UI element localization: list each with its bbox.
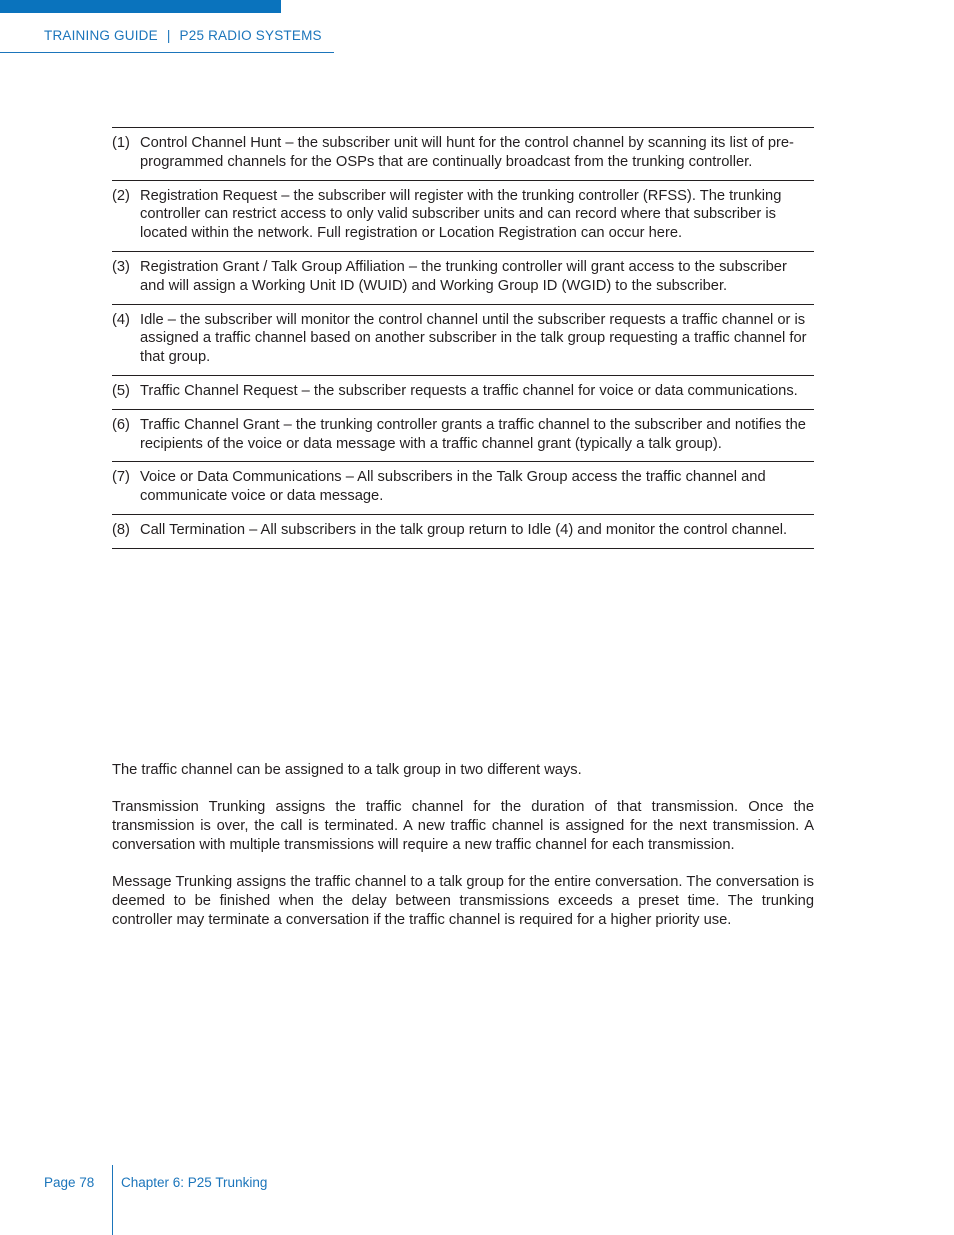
header-separator: | <box>166 28 171 43</box>
step-text: Control Channel Hunt – the subscriber unit will hunt for the control channel by scanning its list of pre-programmed channels for the OSPs that are continually broadcast from the trunking controller. <box>140 135 794 170</box>
step-text: Traffic Channel Request – the subscriber requests a traffic channel for voice or data communications. <box>140 382 798 399</box>
step-row <box>112 252 814 305</box>
header-system-label: P25 RADIO SYSTEMS <box>179 28 322 43</box>
step-number: (7) <box>112 469 130 486</box>
step-row <box>112 410 814 463</box>
header-rule <box>0 52 334 53</box>
step-number: (3) <box>112 258 130 275</box>
step-text: Call Termination – All subscribers in the talk group return to Idle (4) and monitor the control channel. <box>140 521 788 538</box>
step-row <box>112 515 814 549</box>
message-trunking-paragraph: Message Trunking assigns the traffic channel to a talk group for the entire conversation. The conversation is deemed to be finished when the delay between transmissions exceeds a preset time. The trunking controller may terminate a conversation if the traffic channel is required for a higher priority use. <box>112 874 814 928</box>
step-text: Traffic Channel Grant – the trunking controller grants a traffic channel to the subscriber and notifies the recipients of the voice or data message with a traffic channel grant (typically a talk group). <box>140 416 806 452</box>
step-row <box>112 181 814 252</box>
intro-paragraph: The traffic channel can be assigned to a talk group in two different ways. <box>112 762 582 778</box>
step-row <box>112 462 814 515</box>
step-number: (1) <box>112 135 130 151</box>
transmission-trunking-paragraph: Transmission Trunking assigns the traffic channel for the duration of that transmission. Once the transmission is over, the call is terminated. A new traffic channel is assigned for the next transmission. A conversation with multiple transmissions will require a new traffic channel for each transmission. <box>112 799 814 853</box>
step-row <box>112 376 814 410</box>
step-row <box>112 305 814 376</box>
step-row <box>112 128 814 181</box>
header-guide-label: TRAINING GUIDE <box>44 28 158 43</box>
step-text: Registration Request – the subscriber will register with the trunking controller (RFSS). The trunking controller can restrict access to only valid subscriber units and can record where that subscriber is located within the network. Full registration or Location Registration can occur here. <box>140 187 782 242</box>
chapter-title: Chapter 6: P25 Trunking <box>121 1175 268 1190</box>
step-text: Voice or Data Communications – All subscribers in the Talk Group access the traffic channel and communicate voice or data message. <box>140 469 766 505</box>
step-number: (5) <box>112 382 130 399</box>
footer-divider <box>112 1165 113 1235</box>
step-number: (8) <box>112 521 130 538</box>
step-text: Idle – the subscriber will monitor the control channel until the subscriber requests a traffic channel or is assigned a traffic channel based on another subscriber in the talk group requesting a traffic channel for that group. <box>140 311 807 366</box>
trunking-steps-table <box>112 127 814 549</box>
step-text: Registration Grant / Talk Group Affiliation – the trunking controller will grant access to the subscriber and will assign a Working Unit ID (WUID) and Working Group ID (WGID) to the subscriber. <box>140 258 787 294</box>
page-number: Page 78 <box>44 1175 95 1190</box>
header-accent-bar <box>0 0 281 13</box>
step-number: (2) <box>112 187 130 204</box>
running-header <box>44 28 322 43</box>
step-number: (4) <box>112 311 130 328</box>
step-number: (6) <box>112 416 130 433</box>
